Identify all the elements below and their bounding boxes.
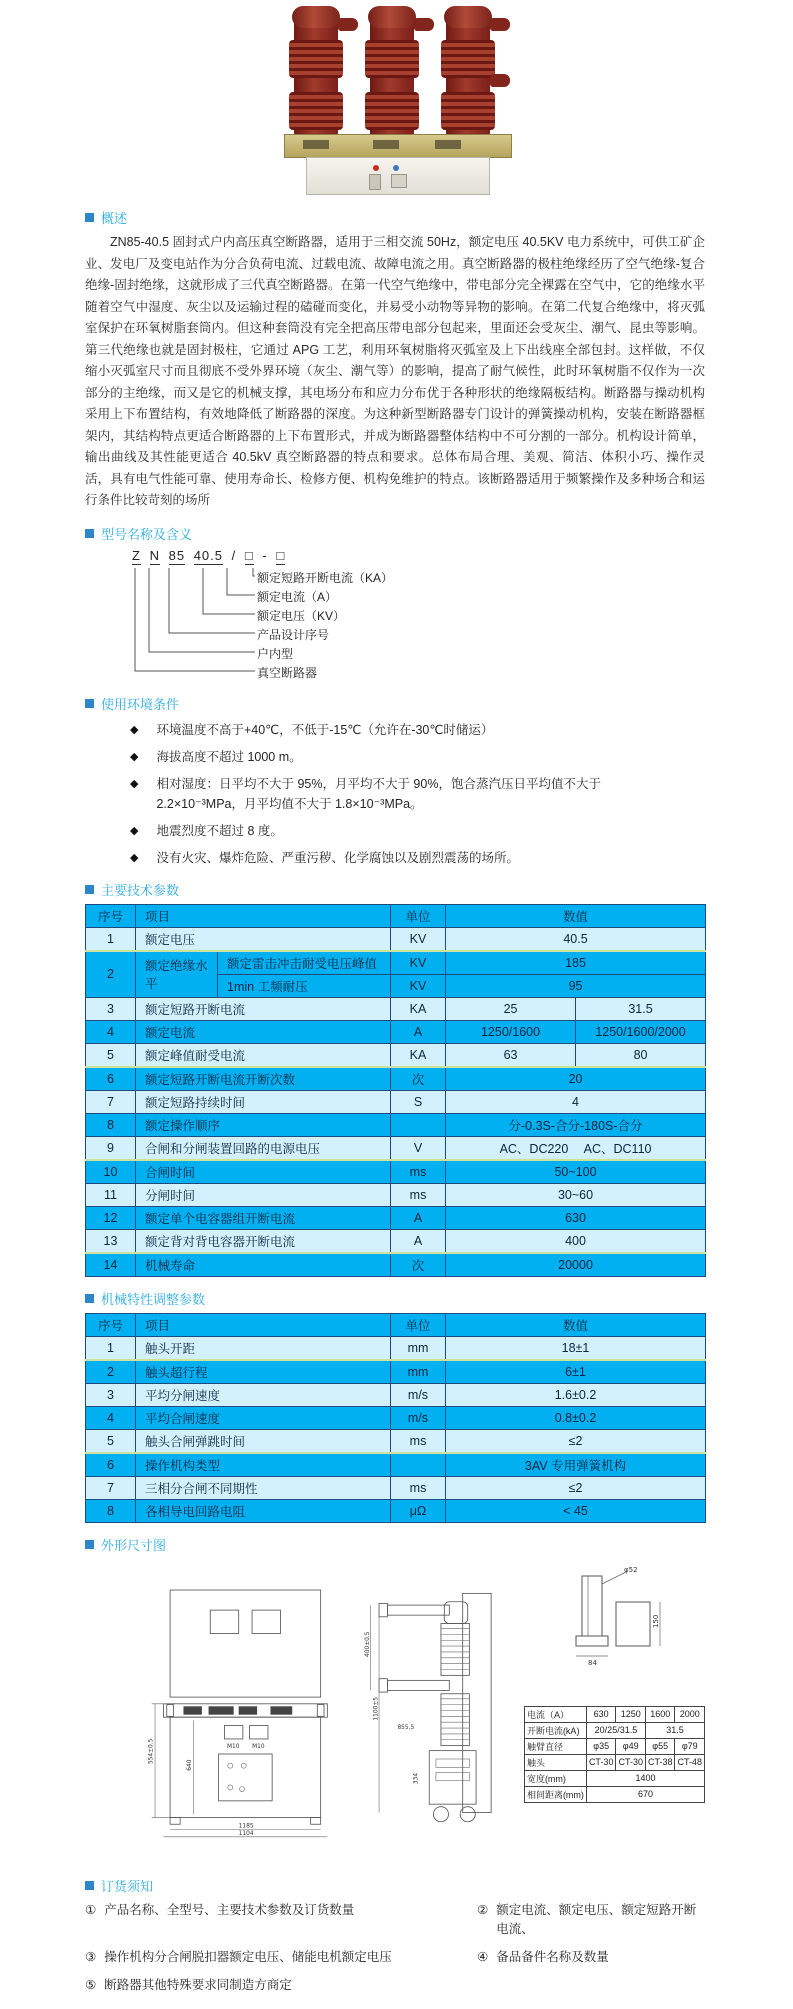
cell-item: 三相分合闸不同期性 [136,1476,391,1499]
svg-text:334: 334 [413,1772,420,1784]
circled-number: ① [85,1902,97,1917]
env-condition [85,774,705,814]
diamond-bullet-icon: ◆ [130,750,139,763]
cell-value: 3AV 专用弹簧机构 [446,1453,706,1477]
cell-item: 合闸时间 [136,1160,391,1184]
outline-drawings [145,1562,705,1864]
cell-unit: A [391,1206,446,1229]
ordering-text: 产品名称、全型号、主要技术参数及订货数量 [104,1902,355,1917]
cell-unit: ms [391,1429,446,1453]
ordering-text: 断路器其他特殊要求同制造方商定 [104,1977,292,1992]
cell-value: < 45 [446,1499,706,1522]
diamond-bullet-icon: ◆ [130,824,139,837]
env-text: 海拔高度不超过 1000 m。 [156,749,302,764]
section-title: 型号名称及含义 [101,526,193,542]
section-title: 订货须知 [101,1878,154,1894]
col-header: 序号 [86,1313,136,1336]
square-bullet-icon [85,885,94,894]
col-header: 项目 [136,904,391,927]
cell-unit: KV [391,951,446,975]
cell-value: 95 [446,974,706,997]
table-row [86,1067,706,1091]
cell-no: 8 [86,1499,136,1522]
table-row [86,1406,706,1429]
cell-unit: 次 [391,1253,446,1277]
cell-value: 25 [446,997,576,1020]
model-seg: 40.5 [193,547,223,563]
section-title: 机械特性调整参数 [101,1291,206,1307]
model-label: 额定短路开断电流（KA） [257,570,394,585]
cell-value: 80 [576,1043,706,1067]
ordering-note [85,1976,477,1995]
col-header: 序号 [86,904,136,927]
cell-no: 3 [86,1383,136,1406]
cell-unit: KV [391,974,446,997]
cell-item: 机械寿命 [136,1253,391,1277]
svg-text:M10: M10 [226,1743,240,1750]
cell-item: 额定单个电容器组开断电流 [136,1206,391,1229]
model-seg: □ [276,547,286,563]
cell-item: 额定短路开断电流开断次数 [136,1067,391,1091]
env-condition [85,821,705,841]
cell-no: 14 [86,1253,136,1277]
cell-value: 1250/1600/2000 [576,1020,706,1043]
table-row [86,1383,706,1406]
model-seg: 85 [168,547,186,563]
dimension-table [524,1706,705,1803]
svg-text:855.5: 855.5 [397,1724,414,1731]
table-row [86,1253,706,1277]
cell-no: 2 [86,1360,136,1384]
pole-bushing [490,18,510,31]
cell-no: 6 [86,1067,136,1091]
square-bullet-icon [85,699,94,708]
side-view-drawing [364,1562,506,1864]
square-bullet-icon [85,529,94,538]
env-condition [85,720,705,740]
model-connector-lines [85,548,705,682]
cell-unit: mm [391,1360,446,1384]
cell-no: 5 [86,1043,136,1067]
table-row [86,1113,706,1136]
table-row: 触头 CT-30 CT-30 CT-38 CT-48 [524,1754,704,1770]
table-row [86,1476,706,1499]
svg-text:554±0.5: 554±0.5 [148,1738,155,1764]
cell-no: 4 [86,1406,136,1429]
square-bullet-icon [85,1294,94,1303]
ordering-note [85,1948,477,1967]
svg-text:φ52: φ52 [623,1565,638,1574]
model-seg: - [262,547,268,563]
diamond-bullet-icon: ◆ [130,851,139,864]
section-heading-mech-params [85,1289,705,1308]
cell-value: 185 [446,951,706,975]
table-row [86,1206,706,1229]
square-bullet-icon [85,1881,94,1890]
cell-item: 额定背对背电容器开断电流 [136,1229,391,1253]
env-text: 环境温度不高于+40℃，不低于-15℃（允许在-30℃时储运） [156,722,494,737]
circled-number: ⑤ [85,1977,97,1992]
ordering-notes [85,1901,705,1995]
cell-no: 13 [86,1229,136,1253]
cell-item: 额定峰值耐受电流 [136,1043,391,1067]
cell-item: 触头开距 [136,1336,391,1360]
cell-unit: KA [391,997,446,1020]
square-bullet-icon [85,213,94,222]
table-row: 触臂直径 φ35 φ49 φ55 φ79 [524,1738,704,1754]
table-row: 开断电流(kA) 20/25/31.5 31.5 [524,1722,704,1738]
cell-item: 额定短路持续时间 [136,1090,391,1113]
cell-item: 额定操作顺序 [136,1113,391,1136]
breaker-pole [370,10,414,138]
table-row: 电流（A） 630 1250 1600 2000 [524,1706,704,1722]
cell-unit: μΩ [391,1499,446,1522]
model-code [130,548,287,563]
cell-value: 18±1 [446,1336,706,1360]
table-row: 相间距离(mm) 670 [524,1786,704,1802]
cell-group: 额定绝缘水平 [136,951,218,998]
cell-item: 各相导电回路电阻 [136,1499,391,1522]
front-view-drawing [145,1562,346,1864]
ordering-text: 额定电流、额定电压、额定短路开断电流、 [496,1902,697,1936]
cell-no: 12 [86,1206,136,1229]
indicator-red [373,165,379,171]
ordering-note [477,1901,705,1939]
section-heading-main-params [85,880,705,899]
ordering-note [85,1901,477,1939]
col-header: 项目 [136,1313,391,1336]
cell-no: 9 [86,1136,136,1160]
ordering-text: 操作机构分合闸脱扣器额定电压、储能电机额定电压 [104,1949,392,1964]
cell-no: 1 [86,1336,136,1360]
svg-text:M10: M10 [252,1743,265,1750]
overview-paragraph: ZN85-40.5 固封式户内高压真空断路器，适用于三相交流 50Hz，额定电压 40.5KV 电力系统中，可供工矿企业、发电厂及变电站作为分合负荷电流、过载电流、故障电流之用。真空断路器的极柱绝缘经历了空气绝缘-复合绝缘-固封绝缘，这就形成了三代真空断路器。在第一代空气绝缘中，带电部分完全裸露在空气中，它的绝缘水平随着空气中湿度、灰尘以及运输过程的磕碰而变化，并易受小动物等异物的影响。在第二代复合绝缘中，将灭弧室保护在环氧树脂套筒内。但这种套筒没有完全把高压带电部分包起来，里面还会受灰尘、潮气、昆虫等影响。第三代绝缘也就是固封极柱，它通过 APG 工艺，利用环氧树脂将灭弧室及上下出线座全部包封。这样做，不仅缩小灭弧室尺寸而且彻底不受外界环境（灰尘、潮气等）的影响，提高了耐气候性，此时环氧树脂不仅作为一次部分的主绝缘，而又是它的机械支撑，其电场分布和应力分布优于各种形状的绝缘隔板结构。断路器与操动机构采用上下布置结构，有效地降低了断路器的深度。为这种新型断路器专门设计的弹簧操动机构，安装在断路器框架内，其结构特点更适合断路器的上下布置形式，并成为断路器整体结构中不可分割的一部分。机构设计简单，输出曲线及其性能更适合 40.5kV 真空断路器的特点和要求。总体布局合理、美观、简洁、体积小巧、操作灵活，具有电气性能可靠、使用寿命长、检修方便、机构免维护的特点。该断路器适用于频繁操作及多种场合和运行条件比较苛刻的场所 [85,235,705,507]
cell-item: 触头合闸弹跳时间 [136,1429,391,1453]
detail-and-table [524,1562,705,1803]
col-header: 单位 [391,904,446,927]
section-heading-ordering [85,1876,705,1895]
section-title: 主要技术参数 [101,882,180,898]
cell-unit: A [391,1020,446,1043]
table-header-row [86,904,706,927]
cell-no: 2 [86,951,136,998]
cell-no: 3 [86,997,136,1020]
cell-unit: S [391,1090,446,1113]
square-bullet-icon [85,1540,94,1549]
mech-params-table [85,1313,706,1523]
section-heading-environment [85,694,705,713]
pole-bushing [490,74,510,87]
detail-drawing [524,1562,674,1682]
cell-value: 1250/1600 [446,1020,576,1043]
cell-no: 6 [86,1453,136,1477]
model-seg: / [231,547,237,563]
table-row [86,1360,706,1384]
cell-unit: m/s [391,1406,446,1429]
cell-unit: m/s [391,1383,446,1406]
model-label: 产品设计序号 [257,627,330,642]
col-header: 单位 [391,1313,446,1336]
cell-unit: KA [391,1043,446,1067]
circled-number: ③ [85,1949,97,1964]
cell-value: 6±1 [446,1360,706,1384]
model-seg: □ [244,547,254,563]
model-seg: Z [132,547,141,563]
table-row [86,1090,706,1113]
table-row [86,1020,706,1043]
product-photo [272,4,522,196]
cell-item: 平均分闸速度 [136,1383,391,1406]
cell-value: ≤2 [446,1429,706,1453]
cell-unit [391,1113,446,1136]
cell-value: 1.6±0.2 [446,1383,706,1406]
cell-item: 额定短路开断电流 [136,997,391,1020]
cell-value: ≤2 [446,1476,706,1499]
mechanism-box [306,157,490,195]
table-row [86,1043,706,1067]
operation-slot [369,174,381,190]
cell-no: 11 [86,1183,136,1206]
cell-value: 63 [446,1043,576,1067]
svg-text:1185: 1185 [238,1823,254,1830]
section-title: 概述 [101,211,128,226]
cell-no: 10 [86,1160,136,1184]
model-designation-diagram [85,548,705,682]
svg-text:84: 84 [587,1658,597,1667]
cell-value: AC、DC220 AC、DC110 [446,1136,706,1160]
section-title: 外形尺寸图 [101,1537,167,1553]
cell-item: 触头超行程 [136,1360,391,1384]
cell-unit: ms [391,1183,446,1206]
model-label: 额定电压（KV） [257,608,346,623]
section-heading-overview [85,208,705,227]
cell-value: 20 [446,1067,706,1091]
cell-unit: 次 [391,1067,446,1091]
section-heading-outline [85,1535,705,1554]
cell-value: 40.5 [446,927,706,951]
cell-value: 31.5 [576,997,706,1020]
env-text: 没有火灾、爆炸危险、严重污秽、化学腐蚀以及剧烈震荡的场所。 [156,850,519,865]
cell-item: 合闸和分闸装置回路的电源电压 [136,1136,391,1160]
ordering-note [477,1948,705,1967]
svg-text:150: 150 [651,1614,660,1628]
cell-item: 分闸时间 [136,1183,391,1206]
table-row [86,1229,706,1253]
cell-unit: A [391,1229,446,1253]
ordering-text: 备品备件名称及数量 [496,1949,609,1964]
cell-subitem: 额定雷击冲击耐受电压峰值 [218,951,391,975]
circled-number: ② [477,1902,489,1917]
cell-no: 7 [86,1476,136,1499]
operation-panel [391,174,407,188]
cell-value: 400 [446,1229,706,1253]
cell-no: 1 [86,927,136,951]
cell-value: 630 [446,1206,706,1229]
pole-bushing [414,18,434,31]
col-header: 数值 [446,904,706,927]
cell-unit: ms [391,1476,446,1499]
col-header: 数值 [446,1313,706,1336]
cell-unit: mm [391,1336,446,1360]
cell-item: 操作机构类型 [136,1453,391,1477]
env-text: 相对湿度：日平均不大于 95%，月平均不大于 90%，饱合蒸汽压日平均值不大于 2.2×10⁻³MPa，月平均值不大于 1.8×10⁻³MPa。 [156,776,601,811]
cell-subitem: 1min 工频耐压 [218,974,391,997]
indicator-blue [393,165,399,171]
cell-item: 额定电压 [136,927,391,951]
env-condition [85,747,705,767]
model-label: 额定电流（A） [257,589,338,604]
mounting-frame [284,134,512,158]
table-row: 宽度(mm) 1400 [524,1770,704,1786]
cell-unit: KV [391,927,446,951]
cell-value: 20000 [446,1253,706,1277]
svg-text:1100±5: 1100±5 [373,1696,380,1721]
cell-value: 50~100 [446,1160,706,1184]
svg-text:400±0.5: 400±0.5 [364,1631,371,1657]
cell-unit: ms [391,1160,446,1184]
table-row [86,927,706,951]
model-seg: N [149,547,160,563]
circled-number: ④ [477,1949,489,1964]
cell-value: 4 [446,1090,706,1113]
svg-text:1104: 1104 [238,1830,254,1837]
cell-item: 平均合闸速度 [136,1406,391,1429]
cell-no: 4 [86,1020,136,1043]
cell-value: 0.8±0.2 [446,1406,706,1429]
diamond-bullet-icon: ◆ [130,777,139,790]
model-label: 真空断路器 [257,665,318,680]
main-params-table [85,904,706,1277]
cell-value: 30~60 [446,1183,706,1206]
table-row [86,1160,706,1184]
svg-text:640: 640 [187,1759,194,1771]
diamond-bullet-icon: ◆ [130,723,139,736]
table-row [86,1183,706,1206]
table-row [86,1453,706,1477]
model-label: 户内型 [257,646,294,661]
env-text: 地震烈度不超过 8 度。 [156,823,283,838]
env-condition [85,848,705,868]
pole-bushing [338,18,358,31]
table-row [86,997,706,1020]
table-row [86,1429,706,1453]
cell-unit [391,1453,446,1477]
section-heading-model [85,524,705,543]
table-row [86,1499,706,1522]
section-title: 使用环境条件 [101,696,180,712]
cell-no: 5 [86,1429,136,1453]
table-row [86,1136,706,1160]
cell-value: 分-0.3S-合分-180S-合分 [446,1113,706,1136]
table-row [86,1336,706,1360]
cell-no: 8 [86,1113,136,1136]
breaker-pole [294,10,338,138]
cell-no: 7 [86,1090,136,1113]
cell-unit: V [391,1136,446,1160]
breaker-pole [446,10,490,138]
table-header-row [86,1313,706,1336]
cell-item: 额定电流 [136,1020,391,1043]
table-row [86,951,706,975]
